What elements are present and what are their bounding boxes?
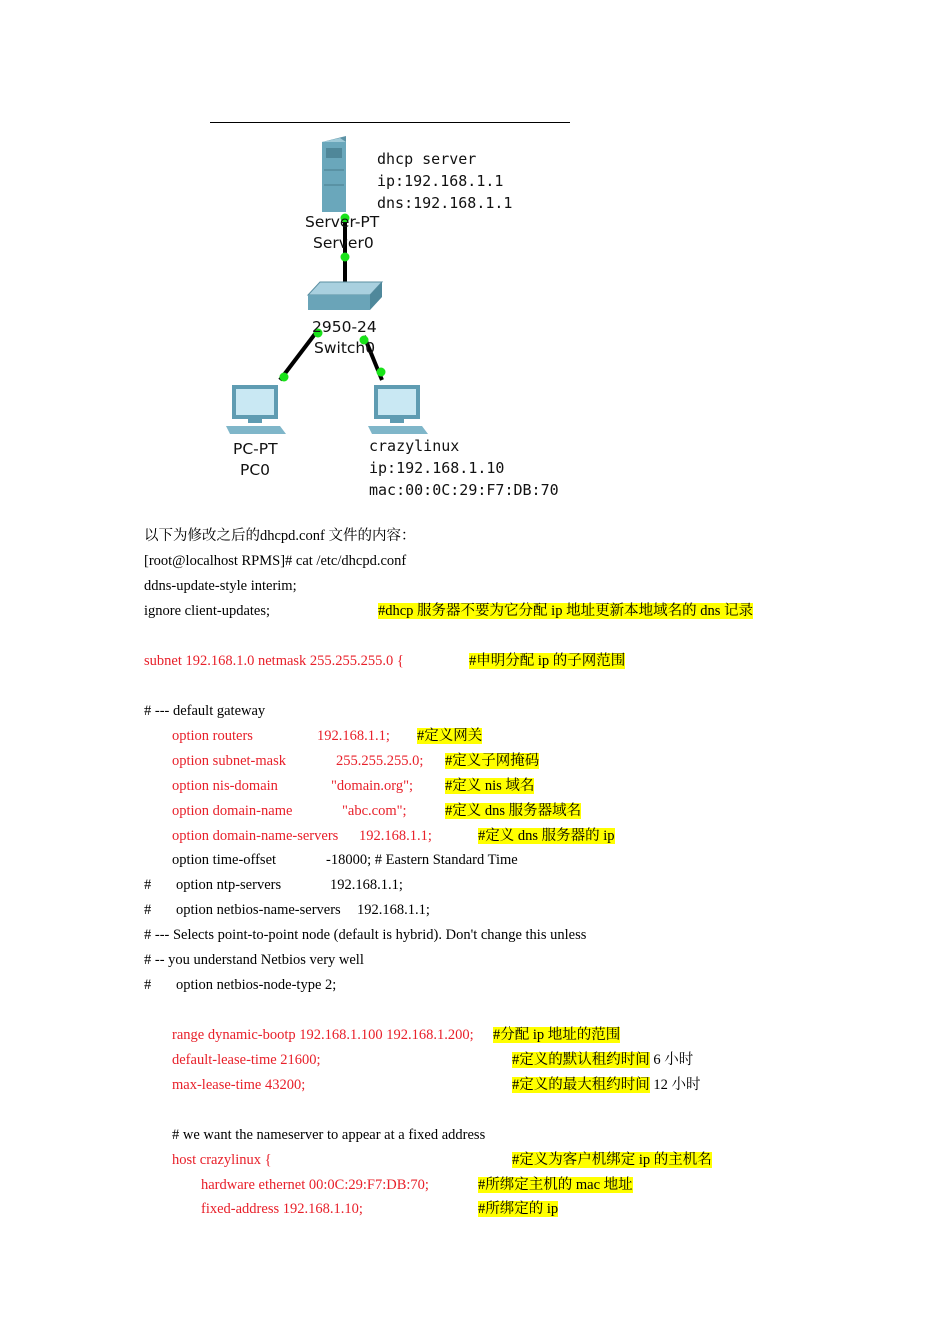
config-line: subnet 192.168.1.0 netmask 255.255.255.0 { bbox=[144, 653, 404, 669]
option-value: 255.255.255.0; bbox=[336, 753, 424, 769]
switch-name: Switch0 bbox=[314, 339, 376, 357]
config-line: max-lease-time 43200; bbox=[172, 1077, 306, 1093]
client-ip: ip:192.168.1.10 bbox=[369, 459, 505, 477]
server-note-1: dhcp server bbox=[377, 150, 477, 168]
config-comment: #定义为客户机绑定 ip 的主机名 bbox=[512, 1152, 712, 1168]
server-type: Server-PT bbox=[305, 213, 380, 231]
server-note-3: dns:192.168.1.1 bbox=[377, 194, 513, 212]
config-comment: #定义 dns 服务器的 ip bbox=[478, 828, 615, 844]
header-rule bbox=[210, 122, 570, 123]
option-key: option domain-name-servers bbox=[172, 828, 339, 844]
lease-hours: 12 小时 bbox=[649, 1077, 701, 1093]
server-name: Server0 bbox=[313, 234, 374, 252]
lease-hours: 6 小时 bbox=[649, 1052, 694, 1068]
switch-icon bbox=[308, 282, 382, 310]
link-light bbox=[280, 373, 289, 382]
option-value: "abc.com"; bbox=[342, 803, 407, 819]
comment-hash: # bbox=[144, 877, 152, 893]
config-line: ddns-update-style interim; bbox=[144, 578, 297, 594]
config-comment: #定义网关 bbox=[417, 728, 483, 744]
network-diagram bbox=[200, 130, 600, 510]
config-line: ignore client-updates; bbox=[144, 603, 271, 619]
option-key: option ntp-servers bbox=[176, 877, 282, 893]
intro-text: 以下为修改之后的dhcpd.conf 文件的内容： bbox=[144, 528, 416, 544]
comment-hash: # bbox=[144, 902, 152, 918]
config-comment: #dhcp 服务器不要为它分配 ip 地址更新本地域名的 dns 记录 bbox=[378, 603, 753, 619]
cat-command: [root@localhost RPMS]# cat /etc/dhcpd.conf bbox=[144, 553, 407, 569]
link-light bbox=[377, 368, 386, 377]
option-key: option domain-name bbox=[172, 803, 293, 819]
client-mac: mac:00:0C:29:F7:DB:70 bbox=[369, 481, 559, 499]
config-comment: #定义的默认租约时间 bbox=[512, 1052, 650, 1068]
option-key: option time-offset bbox=[172, 852, 277, 868]
config-line: # --- Selects point-to-point node (default is hybrid). Don't change this unless bbox=[144, 927, 587, 943]
pc0-name: PC0 bbox=[240, 461, 271, 479]
config-line: # --- default gateway bbox=[144, 703, 266, 719]
config-line: # we want the nameserver to appear at a fixed address bbox=[172, 1127, 486, 1143]
option-key: option netbios-name-servers bbox=[176, 902, 341, 918]
config-comment: #所绑定主机的 mac 地址 bbox=[478, 1177, 633, 1193]
option-key: option nis-domain bbox=[172, 778, 278, 794]
comment-hash: # bbox=[144, 977, 152, 993]
option-value: "domain.org"; bbox=[331, 778, 414, 794]
option-value: 192.168.1.1; bbox=[359, 828, 432, 844]
pc-icon bbox=[226, 385, 286, 434]
pc-icon bbox=[368, 385, 428, 434]
config-line: range dynamic-bootp 192.168.1.100 192.168.1.200; bbox=[172, 1027, 474, 1043]
option-value: -18000; # Eastern Standard Time bbox=[326, 852, 518, 868]
option-value: 192.168.1.1; bbox=[357, 902, 430, 918]
config-line: host crazylinux { bbox=[172, 1152, 272, 1168]
option-key: option netbios-node-type 2; bbox=[176, 977, 337, 993]
config-comment: #定义子网掩码 bbox=[445, 753, 540, 769]
option-value: 192.168.1.1; bbox=[330, 877, 403, 893]
config-comment: #定义 nis 域名 bbox=[445, 778, 535, 794]
config-line: fixed-address 192.168.1.10; bbox=[201, 1201, 363, 1217]
config-line: default-lease-time 21600; bbox=[172, 1052, 321, 1068]
switch-pc0-link bbox=[280, 330, 318, 380]
option-value: 192.168.1.1; bbox=[317, 728, 390, 744]
switch-model: 2950-24 bbox=[312, 318, 377, 336]
config-line: hardware ethernet 00:0C:29:F7:DB:70; bbox=[201, 1177, 429, 1193]
config-comment: #所绑定的 ip bbox=[478, 1201, 559, 1217]
config-comment: #分配 ip 地址的范围 bbox=[493, 1027, 621, 1043]
server-note-2: ip:192.168.1.1 bbox=[377, 172, 504, 190]
client-name: crazylinux bbox=[369, 437, 460, 455]
config-comment: #申明分配 ip 的子网范围 bbox=[469, 653, 626, 669]
config-line: # -- you understand Netbios very well bbox=[144, 952, 364, 968]
option-key: option routers bbox=[172, 728, 253, 744]
option-key: option subnet-mask bbox=[172, 753, 286, 769]
server-icon bbox=[322, 136, 346, 212]
config-comment: #定义的最大租约时间 bbox=[512, 1077, 650, 1093]
link-light bbox=[341, 253, 350, 262]
pc0-type: PC-PT bbox=[233, 440, 278, 458]
config-comment: #定义 dns 服务器域名 bbox=[445, 803, 582, 819]
